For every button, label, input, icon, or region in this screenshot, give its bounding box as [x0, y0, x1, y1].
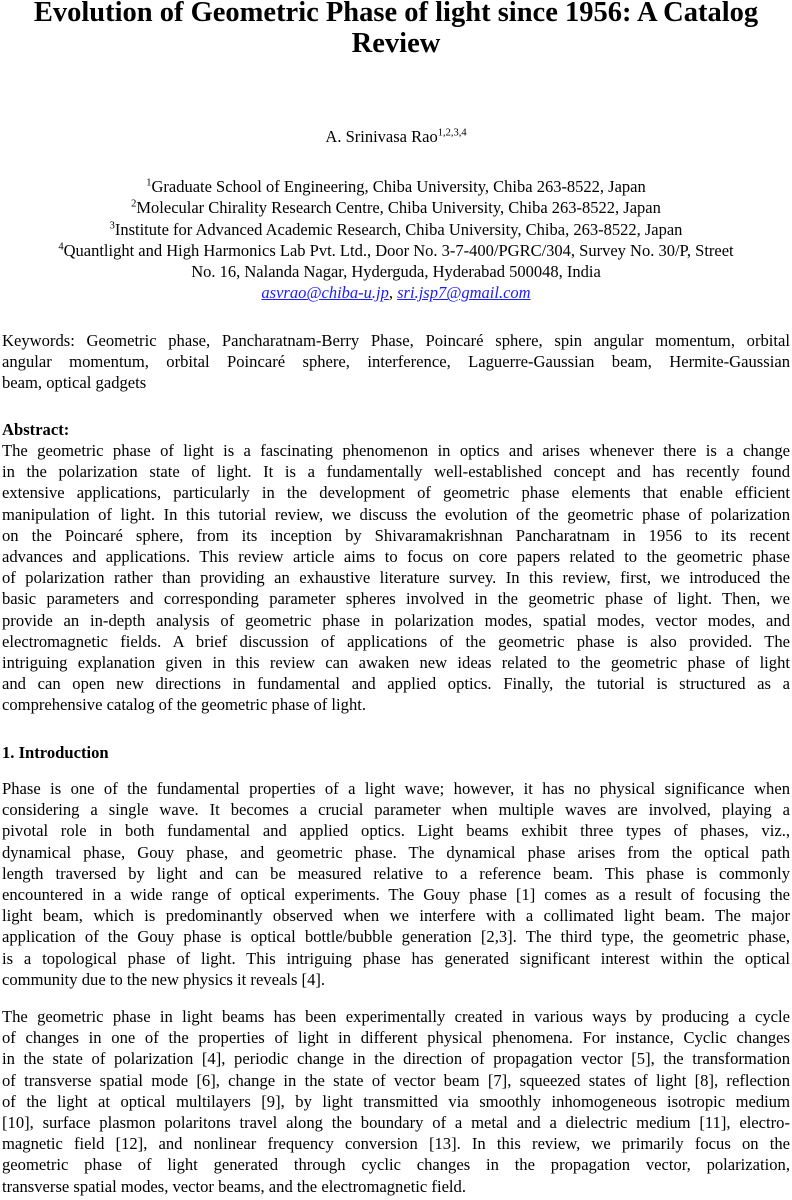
text-line: magnetic field [12], and nonlinear frequency conversion [13]. In this review, we primarily focus on the [2, 1134, 790, 1154]
author-affiliation-marks: 1,2,3,4 [437, 127, 467, 139]
text-line: Keywords: Geometric phase, Pancharatnam-Berry Phase, Poincaré sphere, spin angular momentum, orbital [2, 331, 790, 350]
text-line: basic parameters and corresponding parameter spheres involved in the geometric phase of light. Then, we [2, 589, 790, 609]
keywords [2, 330, 790, 394]
text-line: comprehensive catalog of the geometric phase of light. [2, 695, 367, 715]
text-line: length traversed by light and can be measured relative to a reference beam. This phase is commonly [2, 863, 790, 883]
affiliation-text: Graduate School of Engineering, Chiba University, Chiba 263-8522, Japan [151, 177, 646, 196]
email-separator: , [388, 283, 398, 303]
author [2, 126, 790, 147]
abstract-heading: Abstract: [2, 420, 70, 439]
text-line: manipulation of light. In this tutorial review, we discuss the evolution of the geometric phase of polarization [2, 504, 790, 524]
affiliation-text: No. 16, Nalanda Nagar, Hyderguda, Hyderabad 500048, India [191, 262, 601, 282]
affiliation [2, 176, 790, 197]
affiliation [2, 219, 790, 240]
affiliation-mark: 4 [58, 241, 64, 253]
text-line: encountered in a wide range of optical experiments. The Gouy phase [1] comes as a result of focusing the [2, 884, 790, 904]
affiliation-text: Quantlight and High Harmonics Lab Pvt. Ltd., Door No. 3-7-400/PGRC/304, Survey No. 30/P, Street [63, 240, 734, 260]
abstract [2, 440, 790, 715]
title-line: Review [351, 28, 441, 59]
text-line: on the Poincaré sphere, from its inception by Shivaramakrishnan Pancharatnam in 1956 to its recent [2, 525, 790, 545]
email-link[interactable]: asvrao@chiba-u.jp [261, 283, 389, 303]
text-line: The geometric phase of light is a fascinating phenomenon in optics and arises whenever there is a change [2, 441, 790, 460]
text-line: and can open new directions in fundamental and applied optics. Finally, the tutorial is structured as a [2, 674, 790, 694]
text-line: dynamical phase, Gouy phase, and geometric phase. The dynamical phase arises from the optical path [2, 842, 790, 862]
text-line: of transverse spatial mode [6], change in the state of vector beam [7], squeezed states of light [8], reflection [2, 1070, 790, 1090]
text-line: angular momentum, orbital Poincaré sphere, interference, Laguerre-Gaussian beam, Hermite-Gaussian [2, 352, 790, 372]
text-line: geometric phase of light generated through cyclic changes in the propagation vector, polarization, [2, 1155, 790, 1175]
text-line: in the state of polarization [4], periodic change in the direction of propagation vector [5], the transformation [2, 1049, 790, 1069]
text-line: provide an in-depth analysis of geometric phase in polarization modes, spatial modes, vector modes, and [2, 610, 790, 630]
affiliation [2, 240, 790, 261]
affiliation [2, 261, 790, 282]
affiliations [2, 176, 790, 304]
affiliation-text: Institute for Advanced Academic Research, Chiba University, Chiba, 263-8522, Japan [114, 219, 683, 239]
text-line: [10], surface plasmon polaritons travel along the boundary of a metal and a dielectric medium [11], electro- [2, 1112, 790, 1132]
text-line: community due to the new physics it reveals [4]. [2, 969, 326, 989]
title-line: Evolution of Geometric Phase of light since 1956: A Catalog [33, 0, 759, 28]
affiliation-text: Molecular Chirality Research Centre, Chiba University, Chiba 263-8522, Japan [136, 198, 661, 218]
text-line: Phase is one of the fundamental properties of a light wave; however, it has no physical significance when [2, 779, 790, 798]
intro-paragraph-2 [2, 1006, 790, 1197]
text-line: application of the Gouy phase is optical bottle/bubble generation [2,3]. The third type, the geometric phase, [2, 927, 790, 947]
text-line: electromagnetic fields. A brief discussion of applications of the geometric phase is also provided. The [2, 631, 790, 651]
text-line: pivotal role in both fundamental and applied optics. Light beams exhibit three types of phases, viz., [2, 821, 790, 841]
text-line: beam, optical gadgets [2, 373, 147, 393]
affiliation [2, 197, 790, 218]
text-line: of the light at optical multilayers [9], by light transmitted via smoothly inhomogeneous isotropic medium [2, 1091, 790, 1111]
text-line: transverse spatial modes, vector beams, and the electromagnetic field. [2, 1176, 466, 1196]
intro-paragraph-1 [2, 778, 790, 990]
email-link[interactable]: sri.jsp7@gmail.com [397, 283, 531, 303]
paper-title [2, 0, 790, 59]
emails [2, 282, 790, 303]
author-name: A. Srinivasa Rao [325, 127, 438, 146]
text-line: intriguing explanation given in this review can awaken new ideas related to the geometric phase of light [2, 652, 790, 672]
section-heading-introduction: 1. Introduction [2, 743, 109, 762]
text-line: of polarization rather than providing an exhaustive literature survey. In this review, first, we introduced the [2, 568, 790, 588]
affiliation-mark: 3 [109, 220, 115, 232]
text-line: extensive applications, particularly in the development of geometric phase elements that enable efficient [2, 483, 790, 503]
text-line: advances and applications. This review article aims to focus on core papers related to the geometric phase [2, 546, 790, 566]
text-line: light beam, which is predominantly observed when we interfere with a collimated light beam. The major [2, 906, 790, 926]
affiliation-mark: 1 [146, 177, 152, 189]
text-line: The geometric phase in light beams has been experimentally created in various ways by producing a cycle [2, 1007, 790, 1026]
text-line: considering a single wave. It becomes a crucial parameter when multiple waves are involved, playing a [2, 800, 790, 820]
text-line: is a topological phase of light. This intriguing phase has generated significant interest within the optical [2, 948, 790, 968]
text-line: in the polarization state of light. It is a fundamentally well-established concept and has recently found [2, 462, 790, 482]
text-line: of changes in one of the properties of light in different physical phenomena. For instance, Cyclic changes [2, 1028, 790, 1048]
affiliation-mark: 2 [131, 198, 137, 210]
